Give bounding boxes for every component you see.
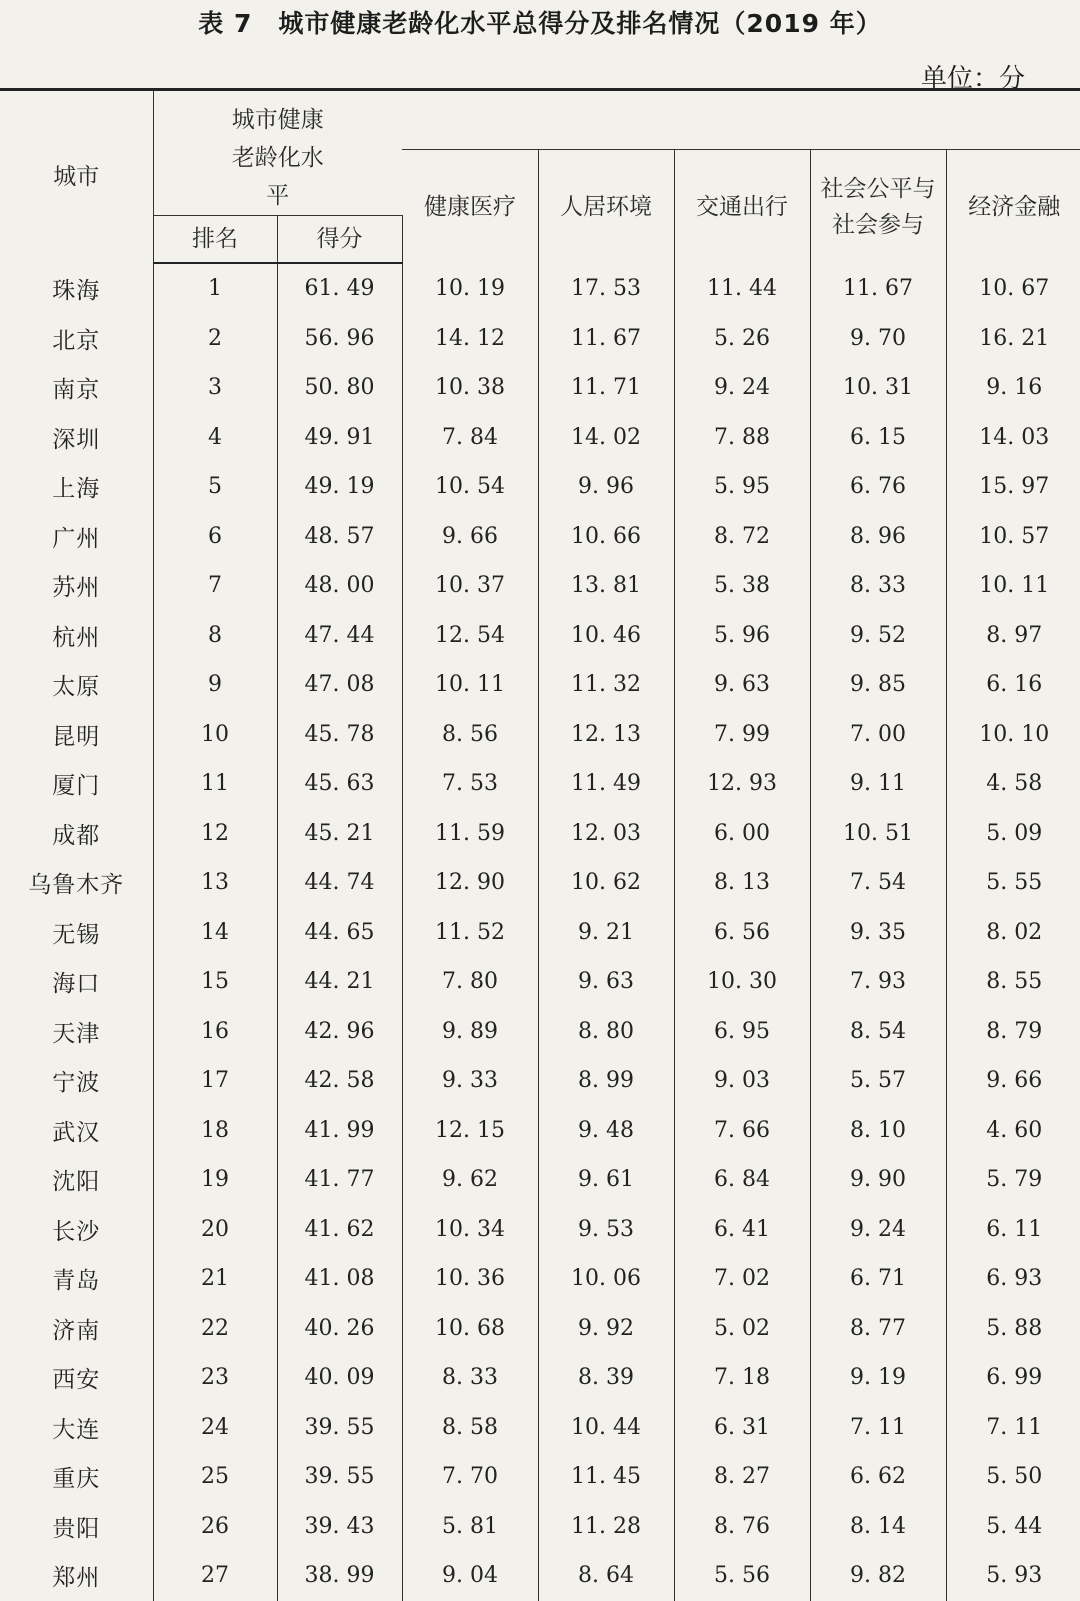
cell-health: 11. 59: [402, 809, 538, 859]
cell-health: 10. 34: [402, 1205, 538, 1255]
cell-economy: 5. 09: [986, 820, 1043, 846]
table-row: [0, 1403, 1080, 1453]
cell-score: 44. 21: [277, 957, 402, 1007]
header-rank: 排名: [153, 216, 277, 264]
table-row: [0, 1502, 1080, 1552]
cell-city: 西安: [0, 1353, 153, 1403]
cell-living: 12. 13: [538, 710, 674, 760]
cell-transport: 7. 99: [674, 710, 810, 760]
cell-living: 10. 46: [538, 611, 674, 661]
header-social-text: 社会公平与社会参与: [820, 175, 936, 238]
cell-social: 8. 54: [810, 1007, 946, 1057]
cell-score: 48. 57: [277, 512, 402, 562]
cell-economy: 16. 21: [979, 325, 1050, 351]
cell-score: 56. 96: [277, 314, 402, 364]
cell-economy: 5. 79: [986, 1167, 1043, 1193]
cell-health: 10. 54: [402, 462, 538, 512]
cell-health: 10. 36: [402, 1254, 538, 1304]
cell-city: 长沙: [0, 1205, 153, 1255]
cell-city: 上海: [0, 462, 153, 512]
cell-living: 10. 44: [538, 1403, 674, 1453]
cell-city: 珠海: [0, 263, 153, 314]
cell-economy: 5. 50: [986, 1464, 1043, 1490]
cell-score: 39. 55: [277, 1403, 402, 1453]
cell-economy: 10. 10: [979, 721, 1050, 747]
cell-social: 8. 96: [810, 512, 946, 562]
header-group-text: 城市健康老龄化水平: [231, 107, 324, 209]
table-row: [0, 1106, 1080, 1156]
cell-living: 10. 06: [538, 1254, 674, 1304]
cell-social: 11. 67: [810, 263, 946, 314]
cell-economy: 6. 93: [986, 1266, 1043, 1292]
header-health: 健康医疗: [402, 150, 538, 264]
cell-city: 苏州: [0, 561, 153, 611]
cell-rank: 15: [153, 957, 277, 1007]
cell-score: 41. 77: [277, 1155, 402, 1205]
cell-economy: 6. 11: [986, 1216, 1043, 1242]
cell-rank: 14: [153, 908, 277, 958]
header-living: 人居环境: [538, 150, 674, 264]
cell-health: 7. 53: [402, 759, 538, 809]
cell-rank: 12: [153, 809, 277, 859]
cell-city: 宁波: [0, 1056, 153, 1106]
cell-economy: 8. 02: [986, 919, 1043, 945]
cell-social: 9. 19: [810, 1353, 946, 1403]
cell-transport: 6. 31: [674, 1403, 810, 1453]
cell-health: 8. 58: [402, 1403, 538, 1453]
table-row: [0, 363, 1080, 413]
cell-transport: 7. 88: [674, 413, 810, 463]
cell-transport: 6. 95: [674, 1007, 810, 1057]
header-score: 得分: [277, 216, 402, 264]
cell-rank: 6: [153, 512, 277, 562]
table-title-text: 城市健康老龄化水平总得分及排名情况（2019 年）: [278, 9, 882, 38]
table-row: [0, 462, 1080, 512]
cell-rank: 27: [153, 1551, 277, 1601]
cell-social: 9. 82: [810, 1551, 946, 1601]
table-title: [0, 4, 1080, 40]
cell-social: 7. 93: [810, 957, 946, 1007]
table-row: [0, 908, 1080, 958]
cell-transport: 5. 26: [674, 314, 810, 364]
table-row: [0, 1304, 1080, 1354]
cell-rank: 16: [153, 1007, 277, 1057]
cell-health: 10. 38: [402, 363, 538, 413]
cell-living: 8. 99: [538, 1056, 674, 1106]
cell-score: 50. 80: [277, 363, 402, 413]
cell-economy: 5. 93: [986, 1563, 1043, 1589]
cell-health: 10. 19: [402, 263, 538, 314]
cell-social: 9. 35: [810, 908, 946, 958]
cell-transport: 8. 72: [674, 512, 810, 562]
cell-score: 40. 09: [277, 1353, 402, 1403]
cell-health: 9. 66: [402, 512, 538, 562]
cell-rank: 7: [153, 561, 277, 611]
table-row: [0, 413, 1080, 463]
cell-health: 9. 33: [402, 1056, 538, 1106]
cell-living: 9. 96: [538, 462, 674, 512]
cell-social: 7. 00: [810, 710, 946, 760]
cell-transport: 5. 95: [674, 462, 810, 512]
cell-score: 39. 43: [277, 1502, 402, 1552]
cell-rank: 4: [153, 413, 277, 463]
cell-health: 11. 52: [402, 908, 538, 958]
ranking-table: [0, 88, 1080, 1601]
cell-transport: 10. 30: [674, 957, 810, 1007]
cell-social: 9. 90: [810, 1155, 946, 1205]
cell-rank: 5: [153, 462, 277, 512]
cell-living: 8. 64: [538, 1551, 674, 1601]
cell-city: 大连: [0, 1403, 153, 1453]
cell-rank: 20: [153, 1205, 277, 1255]
header-transport: 交通出行: [674, 150, 810, 264]
cell-transport: 7. 66: [674, 1106, 810, 1156]
cell-economy: 5. 88: [986, 1315, 1043, 1341]
table-row: [0, 858, 1080, 908]
table-row: [0, 1155, 1080, 1205]
cell-transport: 9. 63: [674, 660, 810, 710]
cell-living: 13. 81: [538, 561, 674, 611]
cell-rank: 10: [153, 710, 277, 760]
cell-living: 9. 48: [538, 1106, 674, 1156]
cell-economy: 6. 16: [986, 672, 1043, 698]
cell-health: 10. 68: [402, 1304, 538, 1354]
cell-economy: 4. 60: [986, 1117, 1043, 1143]
cell-social: 8. 10: [810, 1106, 946, 1156]
cell-city: 太原: [0, 660, 153, 710]
cell-health: 9. 62: [402, 1155, 538, 1205]
cell-health: 9. 89: [402, 1007, 538, 1057]
cell-transport: 11. 44: [674, 263, 810, 314]
cell-transport: 6. 00: [674, 809, 810, 859]
cell-city: 成都: [0, 809, 153, 859]
cell-social: 7. 54: [810, 858, 946, 908]
cell-social: 8. 33: [810, 561, 946, 611]
cell-rank: 11: [153, 759, 277, 809]
cell-score: 49. 91: [277, 413, 402, 463]
cell-transport: 7. 18: [674, 1353, 810, 1403]
cell-economy: 5. 55: [986, 870, 1043, 896]
table-row: [0, 1353, 1080, 1403]
cell-social: 10. 31: [810, 363, 946, 413]
table-row: [0, 957, 1080, 1007]
cell-transport: 5. 56: [674, 1551, 810, 1601]
cell-living: 10. 62: [538, 858, 674, 908]
table-body: [0, 263, 1080, 1601]
table-row: [0, 512, 1080, 562]
cell-economy: 10. 57: [979, 523, 1050, 549]
cell-health: 12. 90: [402, 858, 538, 908]
cell-living: 10. 66: [538, 512, 674, 562]
table-row: [0, 561, 1080, 611]
cell-rank: 24: [153, 1403, 277, 1453]
cell-economy: 9. 66: [986, 1068, 1043, 1094]
cell-social: 10. 51: [810, 809, 946, 859]
cell-health: 7. 80: [402, 957, 538, 1007]
cell-social: 9. 24: [810, 1205, 946, 1255]
cell-living: 11. 32: [538, 660, 674, 710]
cell-health: 12. 15: [402, 1106, 538, 1156]
cell-social: 9. 11: [810, 759, 946, 809]
cell-transport: 9. 03: [674, 1056, 810, 1106]
header-gap: [402, 90, 1080, 150]
cell-living: 11. 49: [538, 759, 674, 809]
cell-health: 7. 70: [402, 1452, 538, 1502]
cell-rank: 13: [153, 858, 277, 908]
cell-living: 9. 61: [538, 1155, 674, 1205]
cell-social: 8. 14: [810, 1502, 946, 1552]
cell-rank: 1: [153, 263, 277, 314]
cell-economy: 9. 16: [986, 375, 1043, 401]
cell-health: 14. 12: [402, 314, 538, 364]
cell-rank: 18: [153, 1106, 277, 1156]
cell-city: 广州: [0, 512, 153, 562]
cell-social: 8. 77: [810, 1304, 946, 1354]
cell-transport: 5. 02: [674, 1304, 810, 1354]
table-row: [0, 660, 1080, 710]
cell-score: 45. 21: [277, 809, 402, 859]
table-row: [0, 1551, 1080, 1601]
cell-city: 昆明: [0, 710, 153, 760]
cell-rank: 25: [153, 1452, 277, 1502]
table-row: [0, 710, 1080, 760]
unit-label: 单位：分: [920, 64, 1025, 94]
table-row: [0, 759, 1080, 809]
cell-health: 10. 11: [402, 660, 538, 710]
cell-health: 8. 56: [402, 710, 538, 760]
cell-city: 沈阳: [0, 1155, 153, 1205]
cell-transport: 6. 56: [674, 908, 810, 958]
cell-score: 61. 49: [277, 263, 402, 314]
cell-health: 9. 04: [402, 1551, 538, 1601]
cell-living: 12. 03: [538, 809, 674, 859]
table-row: [0, 314, 1080, 364]
cell-transport: 7. 02: [674, 1254, 810, 1304]
cell-social: 7. 11: [810, 1403, 946, 1453]
cell-transport: 6. 84: [674, 1155, 810, 1205]
cell-transport: 12. 93: [674, 759, 810, 809]
cell-rank: 21: [153, 1254, 277, 1304]
cell-score: 42. 96: [277, 1007, 402, 1057]
cell-city: 南京: [0, 363, 153, 413]
cell-health: 12. 54: [402, 611, 538, 661]
table-number: 表 7: [198, 9, 253, 38]
table-row: [0, 611, 1080, 661]
cell-social: 9. 52: [810, 611, 946, 661]
cell-transport: 5. 96: [674, 611, 810, 661]
cell-social: 6. 76: [810, 462, 946, 512]
cell-city: 深圳: [0, 413, 153, 463]
cell-rank: 17: [153, 1056, 277, 1106]
cell-economy: 10. 11: [979, 573, 1050, 599]
cell-score: 42. 58: [277, 1056, 402, 1106]
cell-health: 8. 33: [402, 1353, 538, 1403]
cell-living: 8. 80: [538, 1007, 674, 1057]
cell-score: 47. 44: [277, 611, 402, 661]
cell-rank: 8: [153, 611, 277, 661]
cell-living: 17. 53: [538, 263, 674, 314]
cell-economy: 4. 58: [986, 771, 1043, 797]
cell-economy: 5. 44: [986, 1513, 1043, 1539]
cell-transport: 8. 13: [674, 858, 810, 908]
table-row: [0, 809, 1080, 859]
cell-score: 48. 00: [277, 561, 402, 611]
header-economy: 经济金融: [946, 150, 1080, 264]
cell-score: 40. 26: [277, 1304, 402, 1354]
cell-rank: 23: [153, 1353, 277, 1403]
cell-city: 厦门: [0, 759, 153, 809]
cell-living: 14. 02: [538, 413, 674, 463]
cell-city: 重庆: [0, 1452, 153, 1502]
cell-social: 5. 57: [810, 1056, 946, 1106]
cell-score: 47. 08: [277, 660, 402, 710]
cell-economy: 8. 97: [986, 622, 1043, 648]
cell-social: 6. 71: [810, 1254, 946, 1304]
cell-rank: 19: [153, 1155, 277, 1205]
table-row: [0, 1452, 1080, 1502]
cell-social: 6. 15: [810, 413, 946, 463]
cell-rank: 2: [153, 314, 277, 364]
cell-city: 海口: [0, 957, 153, 1007]
cell-health: 7. 84: [402, 413, 538, 463]
cell-living: 9. 63: [538, 957, 674, 1007]
header-group: [153, 90, 402, 216]
cell-score: 44. 74: [277, 858, 402, 908]
cell-living: 11. 28: [538, 1502, 674, 1552]
cell-score: 39. 55: [277, 1452, 402, 1502]
cell-economy: 15. 97: [979, 474, 1050, 500]
cell-city: 青岛: [0, 1254, 153, 1304]
cell-health: 10. 37: [402, 561, 538, 611]
table-row: [0, 1007, 1080, 1057]
cell-economy: 8. 55: [986, 969, 1043, 995]
cell-rank: 3: [153, 363, 277, 413]
cell-score: 45. 63: [277, 759, 402, 809]
cell-score: 38. 99: [277, 1551, 402, 1601]
cell-city: 北京: [0, 314, 153, 364]
cell-transport: 5. 38: [674, 561, 810, 611]
cell-city: 贵阳: [0, 1502, 153, 1552]
cell-living: 9. 53: [538, 1205, 674, 1255]
cell-rank: 26: [153, 1502, 277, 1552]
cell-city: 济南: [0, 1304, 153, 1354]
cell-city: 乌鲁木齐: [0, 858, 153, 908]
table-row: [0, 1205, 1080, 1255]
cell-city: 天津: [0, 1007, 153, 1057]
cell-city: 武汉: [0, 1106, 153, 1156]
cell-living: 9. 21: [538, 908, 674, 958]
table-row: [0, 1254, 1080, 1304]
cell-score: 41. 62: [277, 1205, 402, 1255]
cell-score: 49. 19: [277, 462, 402, 512]
cell-living: 11. 71: [538, 363, 674, 413]
cell-social: 9. 85: [810, 660, 946, 710]
cell-transport: 8. 27: [674, 1452, 810, 1502]
cell-rank: 9: [153, 660, 277, 710]
cell-rank: 22: [153, 1304, 277, 1354]
cell-score: 44. 65: [277, 908, 402, 958]
cell-economy: 8. 79: [986, 1018, 1043, 1044]
cell-living: 11. 67: [538, 314, 674, 364]
cell-transport: 8. 76: [674, 1502, 810, 1552]
cell-social: 6. 62: [810, 1452, 946, 1502]
cell-score: 41. 99: [277, 1106, 402, 1156]
cell-social: 9. 70: [810, 314, 946, 364]
cell-living: 8. 39: [538, 1353, 674, 1403]
header-city: 城市: [0, 90, 153, 264]
cell-transport: 6. 41: [674, 1205, 810, 1255]
cell-living: 11. 45: [538, 1452, 674, 1502]
cell-economy: 6. 99: [986, 1365, 1043, 1391]
cell-economy: 10. 67: [979, 275, 1050, 301]
cell-score: 41. 08: [277, 1254, 402, 1304]
cell-health: 5. 81: [402, 1502, 538, 1552]
cell-living: 9. 92: [538, 1304, 674, 1354]
cell-transport: 9. 24: [674, 363, 810, 413]
cell-economy: 7. 11: [986, 1414, 1043, 1440]
cell-city: 郑州: [0, 1551, 153, 1601]
cell-score: 45. 78: [277, 710, 402, 760]
table-row: [0, 263, 1080, 314]
cell-city: 杭州: [0, 611, 153, 661]
table-row: [0, 1056, 1080, 1106]
header-social: [810, 150, 946, 264]
cell-city: 无锡: [0, 908, 153, 958]
cell-economy: 14. 03: [979, 424, 1050, 450]
